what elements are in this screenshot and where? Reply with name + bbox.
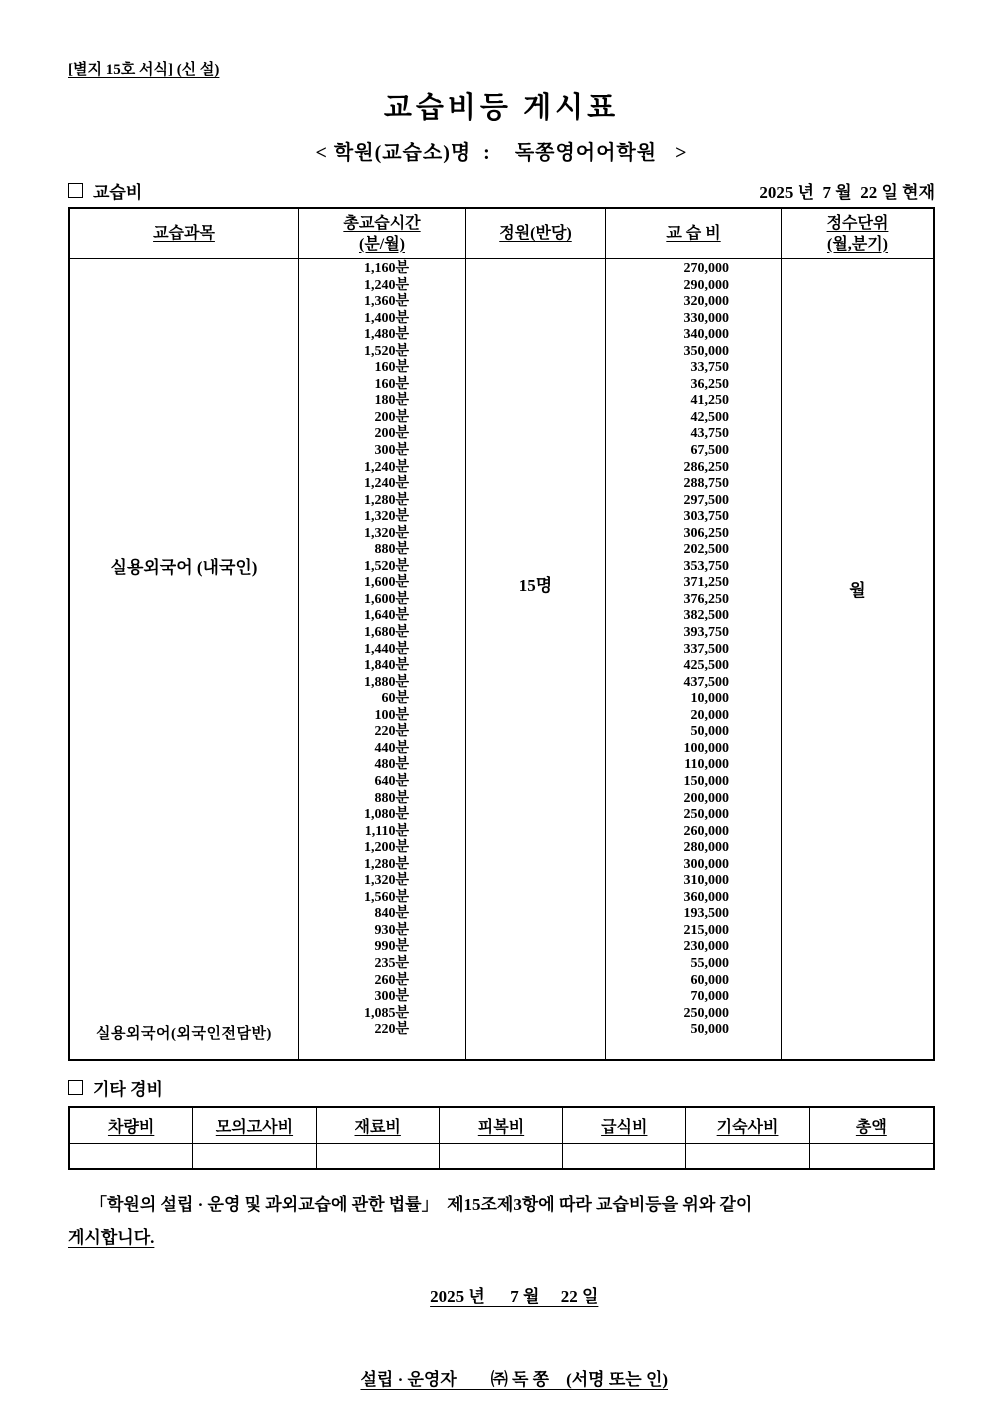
subject-sub-label: 실용외국어(외국인전담반) bbox=[96, 1026, 272, 1042]
other-costs-value-cell bbox=[563, 1144, 686, 1168]
fee-value: 360,000 bbox=[683, 889, 729, 905]
fee-value: 250,000 bbox=[683, 807, 729, 823]
header-unit: 정수단위 (월,분기) bbox=[782, 209, 933, 259]
other-costs-section-text: 기타 경비 bbox=[93, 1080, 163, 1099]
unit-cell bbox=[782, 259, 933, 1059]
other-costs-value-cell bbox=[193, 1144, 316, 1168]
fee-list bbox=[606, 259, 781, 1039]
other-costs-value-row bbox=[70, 1144, 933, 1168]
time-value: 235분 bbox=[374, 955, 409, 971]
capacity-value: 15명 bbox=[518, 576, 553, 595]
fee-value: 306,250 bbox=[683, 525, 729, 541]
fee-value: 303,750 bbox=[683, 509, 729, 525]
checkbox-icon bbox=[68, 183, 83, 198]
time-value: 840분 bbox=[374, 906, 409, 922]
time-value: 60분 bbox=[381, 691, 409, 707]
time-value: 1,320분 bbox=[363, 873, 409, 889]
other-costs-value-cell bbox=[686, 1144, 809, 1168]
time-value: 200분 bbox=[374, 409, 409, 425]
fee-value: 350,000 bbox=[683, 343, 729, 359]
fee-value: 320,000 bbox=[683, 294, 729, 310]
other-costs-header-cell: 총액 bbox=[810, 1108, 933, 1144]
time-value: 990분 bbox=[374, 939, 409, 955]
time-value: 440분 bbox=[374, 740, 409, 756]
other-costs-header-cell: 기숙사비 bbox=[686, 1108, 809, 1144]
fee-value: 55,000 bbox=[690, 955, 729, 971]
capacity-cell bbox=[466, 259, 606, 1059]
fee-value: 353,750 bbox=[683, 558, 729, 574]
other-costs-header-row bbox=[70, 1108, 933, 1144]
time-cell bbox=[299, 259, 466, 1059]
fee-value: 100,000 bbox=[683, 740, 729, 756]
fee-value: 310,000 bbox=[683, 873, 729, 889]
fee-value: 288,750 bbox=[683, 476, 729, 492]
fee-value: 60,000 bbox=[690, 972, 729, 988]
fee-value: 10,000 bbox=[690, 691, 729, 707]
fee-value: 280,000 bbox=[683, 840, 729, 856]
time-value: 160분 bbox=[374, 376, 409, 392]
fee-value: 270,000 bbox=[683, 261, 729, 276]
time-value: 1,520분 bbox=[363, 343, 409, 359]
fee-value: 20,000 bbox=[690, 707, 729, 723]
page-title: 교습비등 게시표 bbox=[383, 92, 620, 124]
time-list bbox=[299, 259, 465, 1039]
fee-table-body-row bbox=[70, 259, 933, 1059]
fee-value: 393,750 bbox=[683, 625, 729, 641]
other-costs-section-label bbox=[68, 1075, 163, 1100]
fee-value: 36,250 bbox=[690, 376, 729, 392]
time-value: 1,240분 bbox=[363, 459, 409, 475]
legal-statement bbox=[68, 1188, 935, 1254]
document-content bbox=[68, 58, 935, 1410]
fee-value: 215,000 bbox=[683, 922, 729, 938]
time-value: 100분 bbox=[374, 707, 409, 723]
fee-value: 382,500 bbox=[683, 608, 729, 624]
time-value: 1,560분 bbox=[363, 889, 409, 905]
header-total-time: 총교습시간 (분/월) bbox=[299, 209, 466, 259]
fee-value: 437,500 bbox=[683, 674, 729, 690]
other-costs-header-cell: 피복비 bbox=[440, 1108, 563, 1144]
time-value: 480분 bbox=[374, 757, 409, 773]
other-costs-value-cell bbox=[317, 1144, 440, 1168]
fee-value: 70,000 bbox=[690, 989, 729, 1005]
as-of-date: 2025 년 7 월 22 일 현재 bbox=[759, 183, 935, 202]
fee-value: 376,250 bbox=[683, 591, 729, 607]
time-value: 1,320분 bbox=[363, 525, 409, 541]
fee-value: 425,500 bbox=[683, 658, 729, 674]
time-value: 1,400분 bbox=[363, 310, 409, 326]
time-value: 1,240분 bbox=[363, 476, 409, 492]
time-value: 880분 bbox=[374, 790, 409, 806]
fee-value: 67,500 bbox=[690, 443, 729, 459]
statement-line2: 게시합니다. bbox=[68, 1228, 155, 1247]
fee-value: 42,500 bbox=[690, 409, 729, 425]
time-value: 300분 bbox=[374, 443, 409, 459]
fee-value: 340,000 bbox=[683, 327, 729, 343]
fee-value: 371,250 bbox=[683, 575, 729, 591]
fee-value: 250,000 bbox=[683, 1005, 729, 1021]
time-value: 220분 bbox=[374, 1022, 409, 1038]
time-value: 1,480분 bbox=[363, 327, 409, 343]
other-costs-value-cell bbox=[440, 1144, 563, 1168]
fee-value: 50,000 bbox=[690, 724, 729, 740]
time-value: 1,080분 bbox=[363, 807, 409, 823]
fee-value: 290,000 bbox=[683, 277, 729, 293]
other-costs-value-cell bbox=[810, 1144, 933, 1168]
fee-value: 110,000 bbox=[684, 757, 729, 773]
tuition-section-text: 교습비 bbox=[93, 183, 143, 202]
time-value: 1,440분 bbox=[363, 641, 409, 657]
time-value: 300분 bbox=[374, 989, 409, 1005]
fee-table-header-row bbox=[70, 209, 933, 259]
statement-line1: 「학원의 설립 · 운영 및 과외교습에 관한 법률」 제15조제3항에 따라 교습비등을 위와 같이 bbox=[90, 1195, 753, 1214]
time-value: 1,840분 bbox=[363, 658, 409, 674]
time-value: 1,880분 bbox=[363, 674, 409, 690]
time-value: 1,280분 bbox=[363, 492, 409, 508]
time-value: 640분 bbox=[374, 773, 409, 789]
time-value: 180분 bbox=[374, 393, 409, 409]
tuition-section-row bbox=[68, 177, 935, 203]
fee-value: 193,500 bbox=[683, 906, 729, 922]
other-costs-value-cell bbox=[70, 1144, 193, 1168]
other-costs-header-cell: 모의고사비 bbox=[193, 1108, 316, 1144]
fee-value: 50,000 bbox=[690, 1022, 729, 1038]
form-reference: [별지 15호 서식] (신 설) bbox=[68, 62, 220, 78]
fee-value: 230,000 bbox=[683, 939, 729, 955]
subject-main-label: 실용외국어 (내국인) bbox=[110, 558, 258, 577]
other-costs-section-row bbox=[68, 1074, 935, 1100]
other-costs-table bbox=[68, 1106, 935, 1170]
time-value: 1,520분 bbox=[363, 558, 409, 574]
time-value: 260분 bbox=[374, 972, 409, 988]
time-value: 1,160분 bbox=[363, 261, 409, 276]
time-value: 1,280분 bbox=[363, 856, 409, 872]
time-value: 1,680분 bbox=[363, 625, 409, 641]
signature-date: 2025 년 7 월 22 일 bbox=[430, 1287, 599, 1306]
time-value: 220분 bbox=[374, 724, 409, 740]
time-value: 1,240분 bbox=[363, 277, 409, 293]
time-value: 1,600분 bbox=[363, 575, 409, 591]
time-value: 1,200분 bbox=[363, 840, 409, 856]
header-fee: 교 습 비 bbox=[606, 209, 782, 259]
header-subject: 교습과목 bbox=[70, 209, 299, 259]
fee-value: 202,500 bbox=[683, 542, 729, 558]
fee-value: 337,500 bbox=[683, 641, 729, 657]
time-value: 1,085분 bbox=[363, 1005, 409, 1021]
time-value: 1,320분 bbox=[363, 509, 409, 525]
checkbox-icon bbox=[68, 1080, 83, 1095]
fee-value: 260,000 bbox=[683, 823, 729, 839]
time-value: 1,600분 bbox=[363, 591, 409, 607]
tuition-fee-table bbox=[68, 207, 935, 1061]
signature-line: 설립 · 운영자 ㈜ 독 쫑 (서명 또는 인) bbox=[360, 1370, 669, 1389]
time-value: 200분 bbox=[374, 426, 409, 442]
fee-value: 41,250 bbox=[690, 393, 729, 409]
fee-value: 300,000 bbox=[683, 856, 729, 872]
time-value: 1,640분 bbox=[363, 608, 409, 624]
tuition-section-label bbox=[68, 178, 142, 203]
header-capacity: 정원(반당) bbox=[466, 209, 606, 259]
time-value: 880분 bbox=[374, 542, 409, 558]
fee-value: 200,000 bbox=[683, 790, 729, 806]
time-value: 1,110분 bbox=[364, 823, 409, 839]
fee-value: 43,750 bbox=[690, 426, 729, 442]
fee-value: 286,250 bbox=[683, 459, 729, 475]
fee-cell bbox=[606, 259, 782, 1059]
fee-value: 33,750 bbox=[690, 360, 729, 376]
fee-value: 150,000 bbox=[683, 773, 729, 789]
fee-value: 297,500 bbox=[683, 492, 729, 508]
other-costs-header-cell: 재료비 bbox=[317, 1108, 440, 1144]
other-costs-header-cell: 차량비 bbox=[70, 1108, 193, 1144]
time-value: 1,360분 bbox=[363, 294, 409, 310]
other-costs-header-cell: 급식비 bbox=[563, 1108, 686, 1144]
fee-value: 330,000 bbox=[683, 310, 729, 326]
time-value: 160분 bbox=[374, 360, 409, 376]
time-value: 930분 bbox=[374, 922, 409, 938]
unit-value: 월 bbox=[849, 581, 866, 600]
subject-cell bbox=[70, 259, 299, 1059]
academy-name-line: < 학원(교습소)명 : 독쫑영어어학원 > bbox=[315, 142, 688, 164]
